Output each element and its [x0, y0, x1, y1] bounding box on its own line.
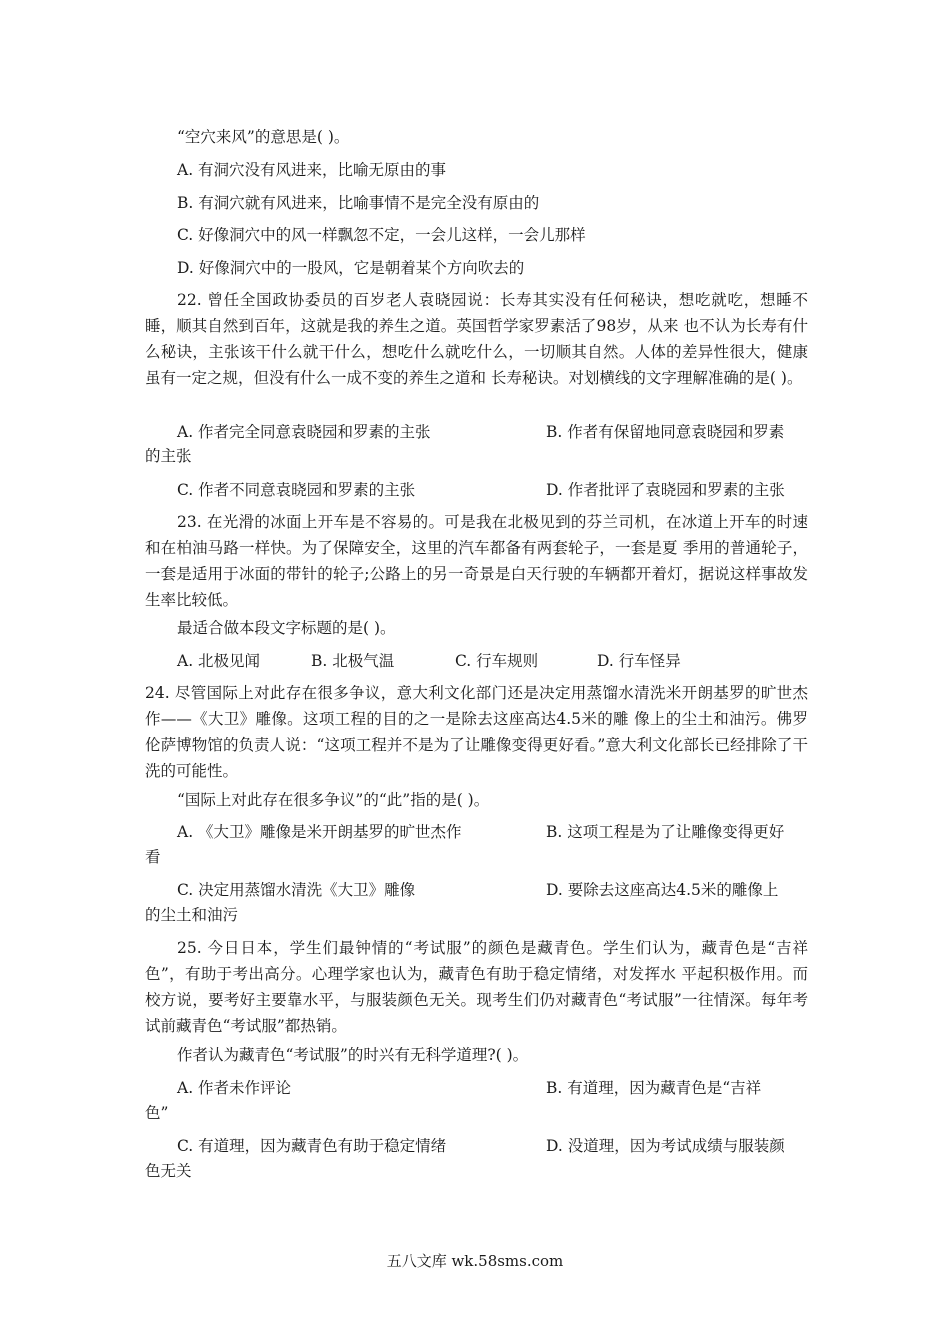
q21-option-b: B. 有洞穴就有风进来，比喻事情不是完全没有原由的 — [177, 194, 540, 212]
q23-stem: 23. 在光滑的冰面上开车是不容易的。可是我在北极见到的芬兰司机，在冰道上开车的时速和在柏油马路一样快。为了保障安全，这里的汽车都备有两套轮子，一套是夏 季用的普通轮子，一套是适用于冰面的带针的轮子;公路上的另一奇景是白天行驶的车辆都开着灯，据说这样事故发生率比较低。 — [145, 513, 808, 609]
q23-prompt: 最适合做本段文字标题的是( )。 — [177, 619, 396, 637]
q23-option-b: B. 北极气温 — [311, 652, 395, 670]
q25-stem: 25. 今日日本，学生们最钟情的“考试服”的颜色是藏青色。学生们认为，藏青色是“吉祥色”，有助于考出高分。心理学家也认为，藏青色有助于稳定情绪，对发挥水 平起积极作用。而校方说，要考好主要靠水平，与服装颜色无关。现考生们仍对藏青色“考试服”一往情深。每年考试前藏青色“考试服”都热销。 — [145, 939, 808, 1035]
q24-option-c: C. 决定用蒸馏水清洗《大卫》雕像 — [177, 881, 416, 899]
q25-option-c: C. 有道理，因为藏青色有助于稳定情绪 — [177, 1137, 447, 1155]
q22-stem: 22. 曾任全国政协委员的百岁老人袁晓园说：长寿其实没有任何秘诀，想吃就吃，想睡不睡，顺其自然到百年，这就是我的养生之道。英国哲学家罗素活了98岁，从来 也不认为长寿有什么秘诀，主张该干什么就干什么，想吃什么就吃什么，一切顺其自然。人体的差异性很大，健康虽有一定之规，但没有什么一成不变的养生之道和 长寿秘诀。对划横线的文字理解准确的是( )。 — [145, 291, 808, 387]
q23-option-d: D. 行车怪异 — [597, 652, 681, 670]
q24-option-d-cont: 的尘土和油污 — [145, 906, 239, 924]
q24-prompt: “国际上对此存在很多争议”的“此”指的是( )。 — [177, 791, 490, 809]
page-footer: 五八文库 wk.58sms.com — [386, 1252, 564, 1270]
q24-option-d: D. 要除去这座高达4.5米的雕像上 — [546, 881, 779, 899]
q25-option-b: B. 有道理，因为藏青色是“吉祥 — [546, 1079, 762, 1097]
q24-option-a: A. 《大卫》雕像是米开朗基罗的旷世杰作 — [177, 823, 462, 841]
q21-prompt: “空穴来风”的意思是( )。 — [177, 128, 350, 146]
q22-option-a: A. 作者完全同意袁晓园和罗素的主张 — [177, 423, 431, 441]
q22-option-b: B. 作者有保留地同意袁晓园和罗素 — [546, 423, 785, 441]
q22-option-d: D. 作者批评了袁晓园和罗素的主张 — [546, 481, 785, 499]
q22-option-b-cont: 的主张 — [145, 447, 192, 465]
q21-option-d: D. 好像洞穴中的一股风，它是朝着某个方向吹去的 — [177, 259, 525, 277]
q24-option-b-cont: 看 — [145, 848, 161, 866]
q24-stem: 24. 尽管国际上对此存在很多争议，意大利文化部门还是决定用蒸馏水清洗米开朗基罗的旷世杰作——《大卫》雕像。这项工程的目的之一是除去这座高达4.5米的雕 像上的尘土和油污。佛罗伦萨博物馆的负责人说：“这项工程并不是为了让雕像变得更好看。”意大利文化部长已经排除了干洗的可能性。 — [145, 684, 808, 780]
q25-option-a: A. 作者未作评论 — [177, 1079, 292, 1097]
q24-option-b: B. 这项工程是为了让雕像变得更好 — [546, 823, 785, 841]
q22-option-c: C. 作者不同意袁晓园和罗素的主张 — [177, 481, 416, 499]
q23-option-c: C. 行车规则 — [455, 652, 539, 670]
q25-option-d-cont: 色无关 — [145, 1162, 192, 1180]
q21-option-a: A. 有洞穴没有风进来，比喻无原由的事 — [177, 161, 447, 179]
q21-option-c: C. 好像洞穴中的风一样飘忽不定，一会儿这样，一会儿那样 — [177, 226, 586, 244]
q25-option-d: D. 没道理，因为考试成绩与服装颜 — [546, 1137, 785, 1155]
q23-option-a: A. 北极见闻 — [177, 652, 261, 670]
q25-option-b-cont: 色” — [145, 1104, 169, 1122]
q25-prompt: 作者认为藏青色“考试服”的时兴有无科学道理?( )。 — [177, 1046, 529, 1064]
